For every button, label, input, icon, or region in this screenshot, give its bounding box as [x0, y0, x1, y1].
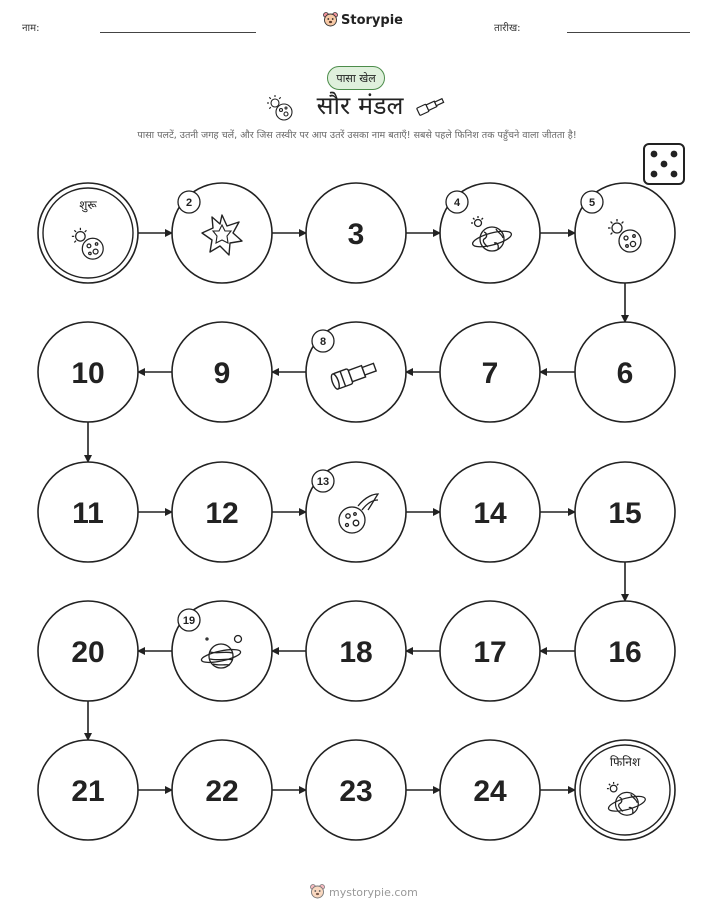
board-space — [575, 183, 675, 283]
brand-name: Storypie — [341, 12, 403, 28]
start-space — [38, 183, 138, 283]
finish-space — [575, 740, 675, 840]
space-number: 19 — [182, 615, 196, 627]
board-space — [306, 601, 406, 701]
space-number: 24 — [473, 775, 507, 808]
board-space — [172, 322, 272, 422]
board-spaces — [38, 183, 675, 840]
board-space — [38, 601, 138, 701]
board-space — [38, 462, 138, 562]
space-number: 13 — [316, 476, 330, 488]
board-space — [440, 740, 540, 840]
space-number: 7 — [481, 357, 499, 390]
board-space — [306, 740, 406, 840]
space-number: 4 — [453, 197, 461, 209]
space-number: 14 — [473, 497, 507, 530]
footer-url: mystorypie.com — [329, 885, 418, 899]
space-number: 10 — [71, 357, 105, 390]
board-space — [38, 322, 138, 422]
board-space — [575, 601, 675, 701]
game-type-badge: पासा खेल — [327, 66, 385, 90]
board-space — [306, 462, 406, 562]
space-number: 16 — [608, 636, 642, 669]
space-number: 6 — [616, 357, 634, 390]
date-label: तारीख: — [494, 23, 521, 34]
space-number: 15 — [608, 497, 642, 530]
footer — [310, 884, 418, 900]
space-number: 11 — [72, 497, 104, 530]
board-space — [306, 183, 406, 283]
space-number: 18 — [339, 636, 373, 669]
finish-label: फिनिश — [609, 755, 641, 769]
space-number: 8 — [319, 336, 327, 348]
board-space — [440, 462, 540, 562]
bear-logo-icon — [310, 884, 325, 900]
space-number: 12 — [205, 497, 239, 530]
space-number: 23 — [339, 775, 373, 808]
space-number: 20 — [71, 636, 105, 669]
space-number: 3 — [347, 218, 365, 251]
board-space — [172, 462, 272, 562]
board-space — [172, 183, 272, 283]
page-title: सौर मंडल — [316, 91, 404, 120]
board-space — [575, 462, 675, 562]
space-number: 22 — [205, 775, 239, 808]
name-label: नाम: — [22, 23, 40, 34]
board-space — [440, 322, 540, 422]
instructions: पासा पलटें, उतनी जगह चलें, और जिस तस्वीर पर आप उतरें उसका नाम बताएँ! सबसे पहले फिनिश तक पहुँचने वाला जीतता है! — [137, 130, 577, 141]
space-number: 17 — [473, 636, 507, 669]
space-number: 5 — [588, 197, 596, 209]
board-space — [38, 740, 138, 840]
board-space — [172, 601, 272, 701]
space-number: 21 — [71, 775, 105, 808]
start-label: शुरू — [79, 198, 97, 212]
space-number: 2 — [185, 197, 193, 209]
board-space — [440, 601, 540, 701]
space-number: 9 — [213, 357, 231, 390]
board-space — [306, 322, 406, 422]
board-space — [172, 740, 272, 840]
board-space — [575, 322, 675, 422]
board-space — [440, 183, 540, 283]
